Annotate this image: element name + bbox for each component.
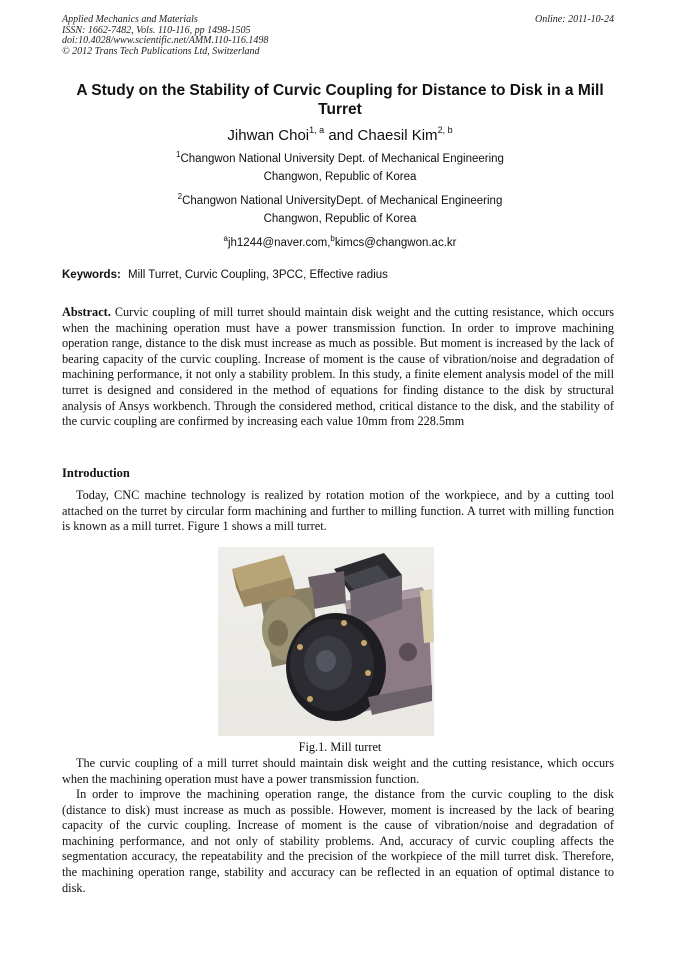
section-heading-introduction: Introduction	[62, 466, 130, 480]
intro-paragraph-3: In order to improve the machining operation range, the distance from the curvic coupling to the disk (distance to disk) must increase as much as possible. However, moment is increased by the lack of bearing capacity of the curvic coupling. Increase of moment is the cause of vibration/noise and degradation of machining performance, and not only of stability problems. And, accuracy of curvic coupling affects the segmentation accuracy, the repeatability and the precision of the workpiece of the mill turret disk. Therefore, the machining operation range, stability and accuracy can be reflected in an equation of optimal distance to disk.	[62, 787, 614, 895]
keywords	[62, 269, 618, 281]
email-line	[62, 234, 618, 249]
affiliation-1-city: Changwon, Republic of Korea	[263, 171, 417, 183]
figure-caption: Fig.1. Mill turret	[298, 740, 382, 754]
journal-header	[62, 15, 618, 57]
abstract-label: Abstract.	[62, 305, 111, 319]
email-mark: a	[223, 234, 228, 243]
intro-paragraph-1: Today, CNC machine technology is realized by rotation motion of the workpiece, and by a cutting tool attached on the turret by circular form machining and further to milling function. A turret with milling function is known as a mill turret. Figure 1 shows a mill turret.	[62, 488, 614, 534]
mill-turret-figure	[218, 547, 434, 736]
author-name: Jihwan Choi	[227, 127, 310, 144]
author-affil-mark: 1, a	[309, 125, 325, 135]
affiliation-2-city: Changwon, Republic of Korea	[263, 213, 417, 225]
paper-title: A Study on the Stability of Curvic Coupling for Distance to Disk in a Mill Turret	[76, 82, 604, 118]
abstract	[62, 305, 614, 430]
mill-turret-image	[218, 547, 434, 736]
keywords-text: Mill Turret, Curvic Coupling, 3PCC, Effective radius	[128, 269, 388, 281]
keywords-label: Keywords:	[62, 269, 121, 281]
author-affil-mark: 2, b	[437, 125, 453, 135]
author-list	[62, 125, 618, 144]
doi-line: doi:10.4028/www.scientific.net/AMM.110-116.1498	[62, 35, 269, 46]
affil-text: Changwon National University Dept. of Mechanical Engineering	[180, 153, 504, 165]
author-name: Chaesil Kim	[357, 127, 438, 144]
intro-paragraph-2: The curvic coupling of a mill turret should maintain disk weight and the cutting resistance, which occurs when the machining operation must have a power transmission function.	[62, 756, 614, 786]
email-address[interactable]: jh1244@naver.com,	[227, 237, 331, 249]
issn-line: ISSN: 1662-7482, Vols. 110-116, pp 1498-1505	[62, 24, 251, 36]
author-connector: and	[324, 127, 358, 144]
journal-name: Applied Mechanics and Materials	[62, 14, 198, 25]
abstract-text: Curvic coupling of mill turret should maintain disk weight and the cutting resistance, which occurs when the machining operation must have a power transmission function. In order to improve machining operation range, distance to the disk must increase as much as possible. But moment is increased by the lack of bearing capacity of the curvic coupling. Increase of moment is the cause of vibration/noise and degradation of machining performance, it not only a stability problem. In this study, a finite element analysis model of the mill turret is designed and considered in the method of equations for finding distance to the disk by structural analysis of Ansys workbench. Through the considered method, critical distance to the disk, and the stability of the curvic coupling are confirmed by increasing each value 10mm from 228.5mm	[62, 305, 615, 429]
affiliation-1	[62, 150, 618, 165]
copyright-line: © 2012 Trans Tech Publications Ltd, Switzerland	[62, 45, 260, 57]
email-address[interactable]: kimcs@changwon.ac.kr	[334, 237, 457, 249]
affil-mark: 2	[177, 192, 183, 201]
affiliation-2	[62, 192, 618, 207]
email-mark: b	[330, 234, 335, 243]
online-date: Online: 2011-10-24	[535, 14, 614, 25]
affil-text: Changwon National UniversityDept. of Mechanical Engineering	[182, 195, 503, 207]
affil-mark: 1	[176, 150, 181, 159]
